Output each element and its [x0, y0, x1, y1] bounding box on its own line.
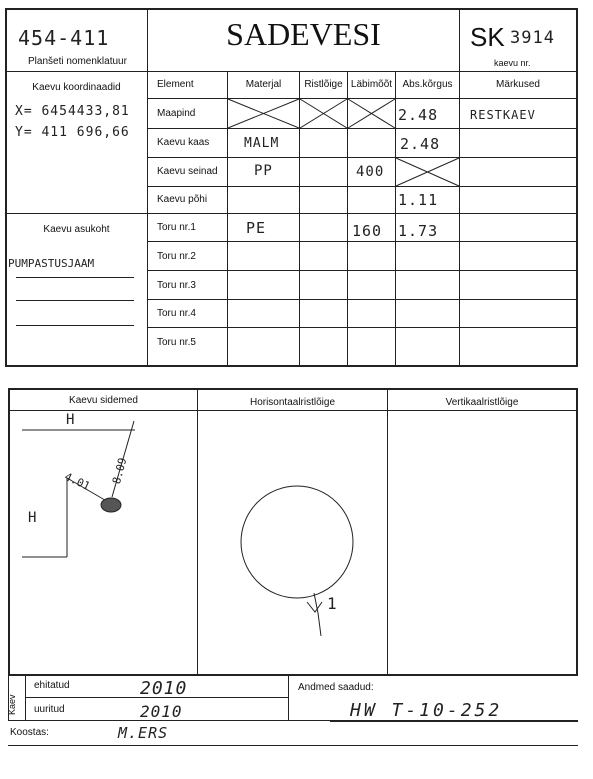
row-element: Toru nr.4: [157, 308, 196, 319]
nomenclature-label: Planšeti nomenklatuur: [28, 56, 127, 67]
header-element: Element: [157, 79, 194, 90]
ehitatud-label: ehitatud: [34, 680, 70, 691]
cell-abs: 1.73: [398, 222, 439, 240]
row-element: Toru nr.2: [157, 251, 196, 262]
cell-materjal: PP: [254, 163, 273, 179]
andmed-value: HW T-10-252: [350, 700, 503, 721]
cell-materjal: PE: [246, 219, 267, 237]
coords-label: Kaevu koordinaadid: [32, 82, 121, 93]
cell-markused: RESTKAEV: [470, 108, 536, 122]
row-element: Toru nr.5: [157, 337, 196, 348]
header-abs-korgus: Abs.kõrgus: [402, 79, 453, 90]
pipe-number: 1: [327, 594, 338, 613]
location-label: Kaevu asukoht: [43, 224, 110, 235]
sketch-h-side: H: [28, 510, 38, 526]
well-label: kaevu nr.: [494, 58, 531, 68]
uuritud-label: uuritud: [34, 704, 65, 715]
row-element: Maapind: [157, 108, 196, 119]
coord-x: X= 6454433,81: [15, 104, 130, 119]
cell-materjal: MALM: [244, 136, 280, 151]
header-markused: Märkused: [496, 79, 540, 90]
sketch-distance-1: 4.01: [62, 470, 93, 493]
row-element: Toru nr.3: [157, 280, 196, 291]
header-materjal: Materjal: [245, 79, 282, 90]
arrow-down-icon: [307, 602, 322, 612]
koostas-value: M.ERS: [118, 724, 169, 742]
manhole-icon: [101, 498, 121, 512]
form-title: SADEVESI: [226, 16, 381, 52]
header-labimoot: Läbimõõt: [350, 79, 393, 90]
ehitatud-value: 2010: [140, 678, 188, 699]
cell-labimoot: 400: [356, 164, 385, 180]
row-element: Toru nr.1: [157, 222, 196, 233]
row-element: Kaevu kaas: [157, 137, 210, 148]
sketch-distance-2: 8.09: [110, 456, 130, 486]
sidemed-label: Kaevu sidemed: [69, 395, 138, 406]
kaev-label: Kaev: [7, 694, 17, 715]
koostas-label: Koostas:: [10, 727, 49, 738]
nomenclature-value: 454-411: [18, 26, 110, 50]
row-element: Kaevu põhi: [157, 194, 208, 205]
andmed-label: Andmed saadud:: [298, 682, 374, 693]
coord-y: Y= 411 696,66: [15, 125, 130, 140]
sketch-h-top: H: [66, 412, 76, 428]
cell-abs: 2.48: [400, 135, 441, 153]
well-number: 3914: [510, 28, 555, 48]
cell-abs: 1.11: [398, 191, 439, 209]
well-prefix: SK: [470, 22, 505, 52]
cell-abs: 2.48: [398, 106, 439, 124]
horisontaal-label: Horisontaalristlõige: [249, 397, 336, 408]
row-element: Kaevu seinad: [157, 166, 218, 177]
header-ristloige: Ristlõige: [304, 79, 343, 90]
uuritud-value: 2010: [140, 702, 183, 721]
vertikaal-label: Vertikaalristlõige: [445, 397, 519, 408]
location-value: PUMPASTUSJAAM: [8, 257, 95, 270]
cell-labimoot: 160: [352, 222, 383, 240]
